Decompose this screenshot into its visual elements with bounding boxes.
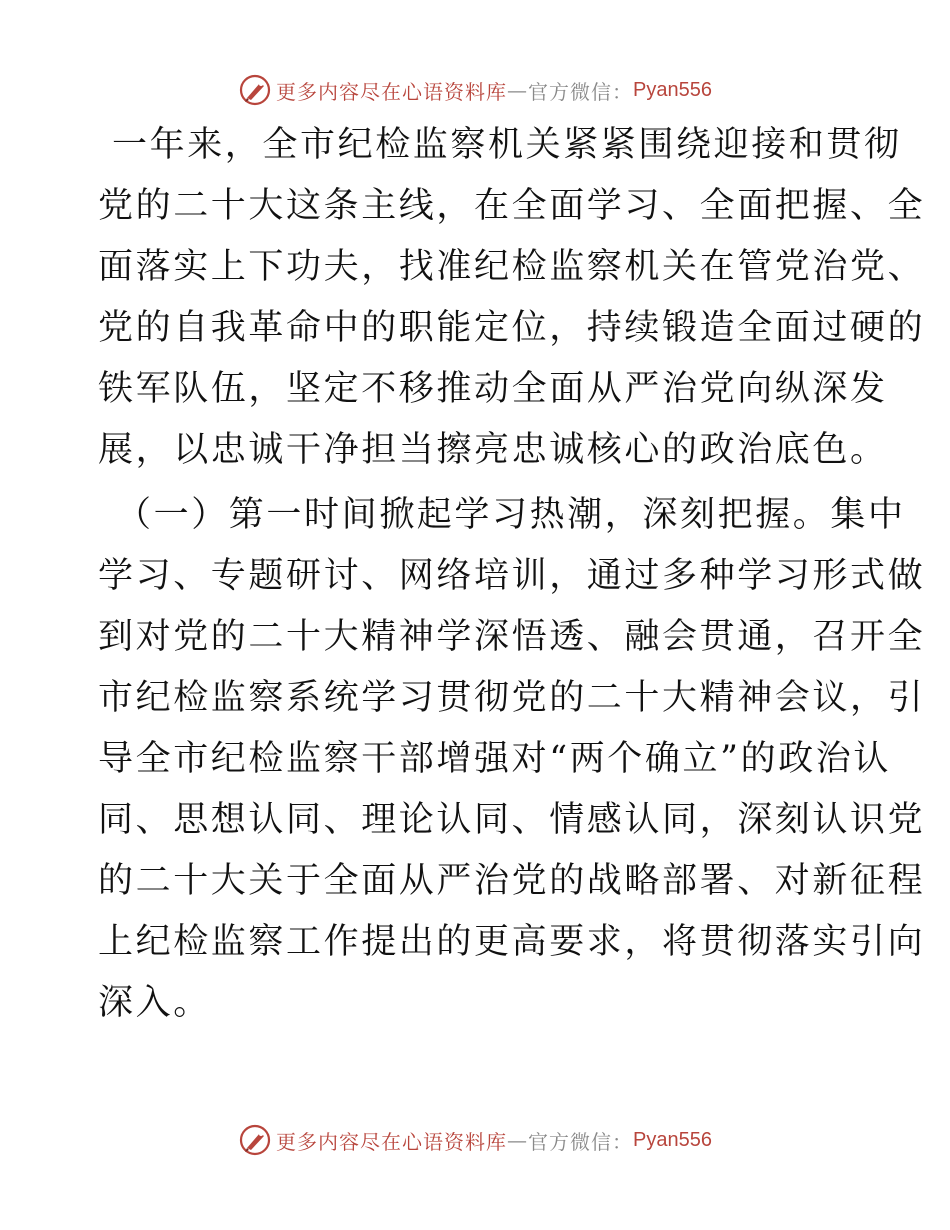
paragraph-line: 学习、专题研讨、网络培训，通过多种学习形式做 bbox=[98, 556, 926, 596]
paragraph-line: 上纪检监察工作提出的更高要求，将贯彻落实引向 bbox=[98, 922, 926, 962]
paragraph-line: （一）第一时间掀起学习热潮，深刻把握。集中 bbox=[116, 495, 906, 535]
site-name-text: 更多内容尽在心语资料库 bbox=[276, 79, 508, 104]
paragraph-line: 市纪检监察系统学习贯彻党的二十大精神会议，引 bbox=[98, 678, 926, 718]
paragraph-line: 党的二十大这条主线，在全面学习、全面把握、全 bbox=[98, 186, 926, 226]
pen-logo-icon bbox=[238, 1123, 272, 1157]
wechat-label: 官方微信： bbox=[528, 79, 634, 104]
body-paragraph-2 bbox=[98, 485, 926, 1034]
pen-logo-icon bbox=[238, 73, 272, 107]
header-watermark-banner bbox=[0, 70, 950, 110]
paragraph-line: 展，以忠诚干净担当擦亮忠诚核心的政治底色。 bbox=[98, 430, 888, 470]
paragraph-line: 面落实上下功夫，找准纪检监察机关在管党治党、 bbox=[98, 247, 926, 287]
paragraph-line: 铁军队伍，坚定不移推动全面从严治党向纵深发 bbox=[98, 369, 888, 409]
banner-dash: — bbox=[507, 78, 529, 102]
paragraph-line: 党的自我革命中的职能定位，持续锻造全面过硬的 bbox=[98, 308, 926, 348]
footer-watermark-banner bbox=[0, 1120, 950, 1160]
banner-dash: — bbox=[507, 1128, 529, 1152]
paragraph-line: 的二十大关于全面从严治党的战略部署、对新征程 bbox=[98, 861, 926, 901]
paragraph-line: 到对党的二十大精神学深悟透、融会贯通，召开全 bbox=[98, 617, 926, 657]
paragraph-line: 一年来，全市纪检监察机关紧紧围绕迎接和贯彻 bbox=[112, 125, 902, 165]
paragraph-line: 同、思想认同、理论认同、情感认同，深刻认识党 bbox=[98, 800, 926, 840]
site-name-text: 更多内容尽在心语资料库 bbox=[276, 1129, 508, 1154]
body-paragraph-1 bbox=[98, 115, 926, 481]
paragraph-line: 导全市纪检监察干部增强对“两个确立”的政治认 bbox=[98, 739, 891, 779]
wechat-label: 官方微信： bbox=[528, 1129, 634, 1154]
wechat-id: Pyan556 bbox=[633, 1128, 712, 1151]
wechat-id: Pyan556 bbox=[633, 78, 712, 101]
paragraph-line: 深入。 bbox=[98, 983, 211, 1023]
